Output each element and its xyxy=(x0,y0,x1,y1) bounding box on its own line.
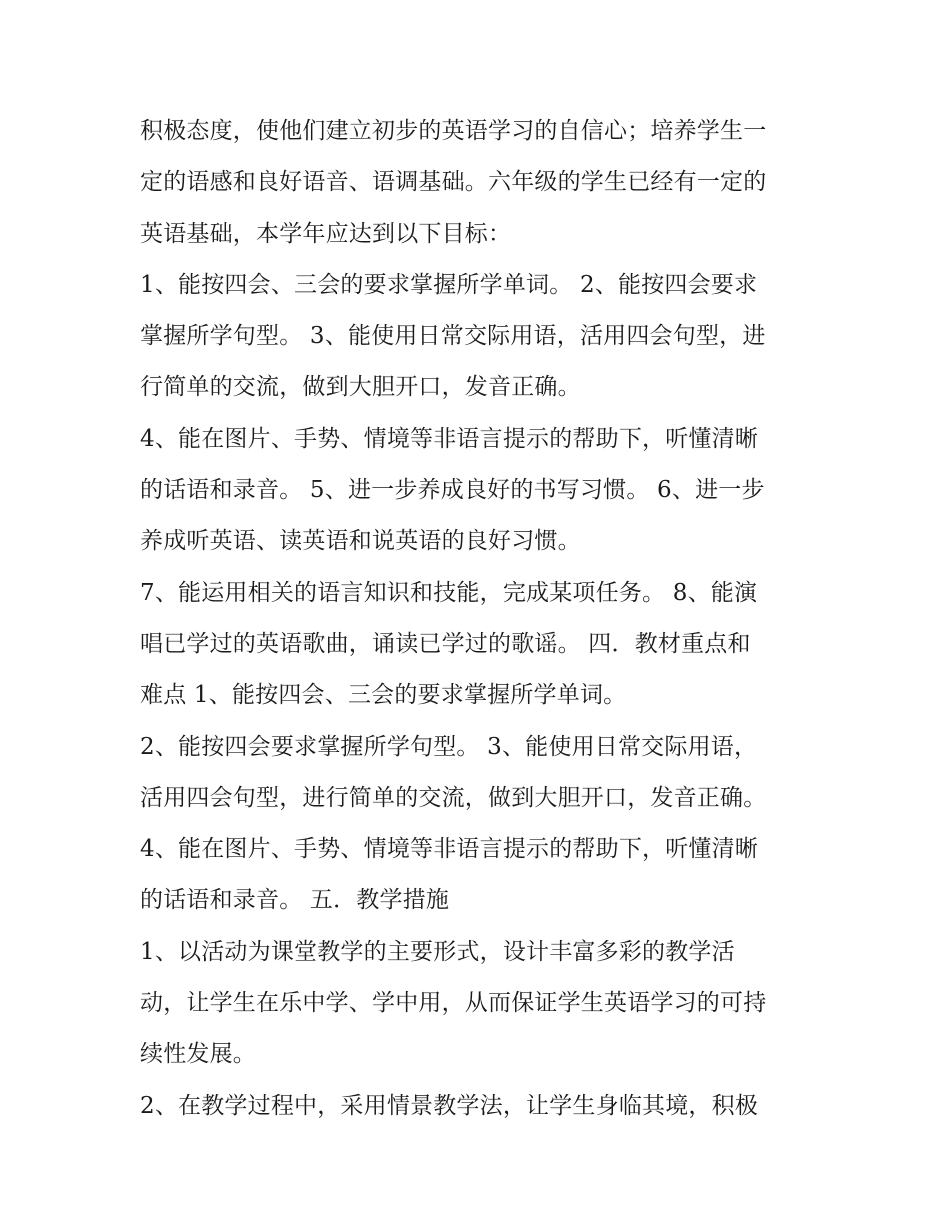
text-line: 4、能在图片、手势、情境等非语言提示的帮助下，听懂清晰 xyxy=(140,836,759,863)
text-line: 续性发展。 xyxy=(140,1041,256,1068)
text-line: 养成听英语、读英语和说英语的良好习惯。 xyxy=(140,528,581,555)
text-line: 难点 1、能按四会、三会的要求掌握所学单词。 xyxy=(140,682,627,709)
text-line: 活用四会句型，进行简单的交流，做到大胆开口，发音正确。 xyxy=(140,784,767,811)
text-line: 4、能在图片、手势、情境等非语言提示的帮助下，听懂清晰 xyxy=(140,425,759,452)
text-line: 英语基础，本学年应达到以下目标： xyxy=(140,220,512,247)
text-line: 行简单的交流，做到大胆开口，发音正确。 xyxy=(140,374,581,401)
text-line: 定的语感和良好语音、语调基础。六年级的学生已经有一定的 xyxy=(140,169,767,196)
text-line: 的话语和录音。 五．教学措施 xyxy=(140,887,450,914)
text-line: 唱已学过的英语歌曲，诵读已学过的歌谣。 四．教材重点和 xyxy=(140,630,751,657)
text-line: 1、以活动为课堂教学的主要形式，设计丰富多彩的教学活 xyxy=(140,938,735,965)
text-line: 掌握所学句型。 3、能使用日常交际用语，活用四会句型，进 xyxy=(140,323,766,350)
text-line: 积极态度，使他们建立初步的英语学习的自信心；培养学生一 xyxy=(140,118,767,144)
document-body xyxy=(140,106,830,1132)
text-line: 2、能按四会要求掌握所学句型。 3、能使用日常交际用语， xyxy=(140,733,758,760)
text-line: 2、在教学过程中，采用情景教学法，让学生身临其境，积极 xyxy=(140,1092,759,1119)
text-line: 的话语和录音。 5、进一步养成良好的书写习惯。 6、进一步 xyxy=(140,477,765,504)
text-line: 1、能按四会、三会的要求掌握所学单词。 2、能按四会要求 xyxy=(140,271,758,298)
text-line: 7、能运用相关的语言知识和技能，完成某项任务。 8、能演 xyxy=(140,579,758,606)
text-line: 动，让学生在乐中学、学中用，从而保证学生英语学习的可持 xyxy=(140,990,767,1017)
